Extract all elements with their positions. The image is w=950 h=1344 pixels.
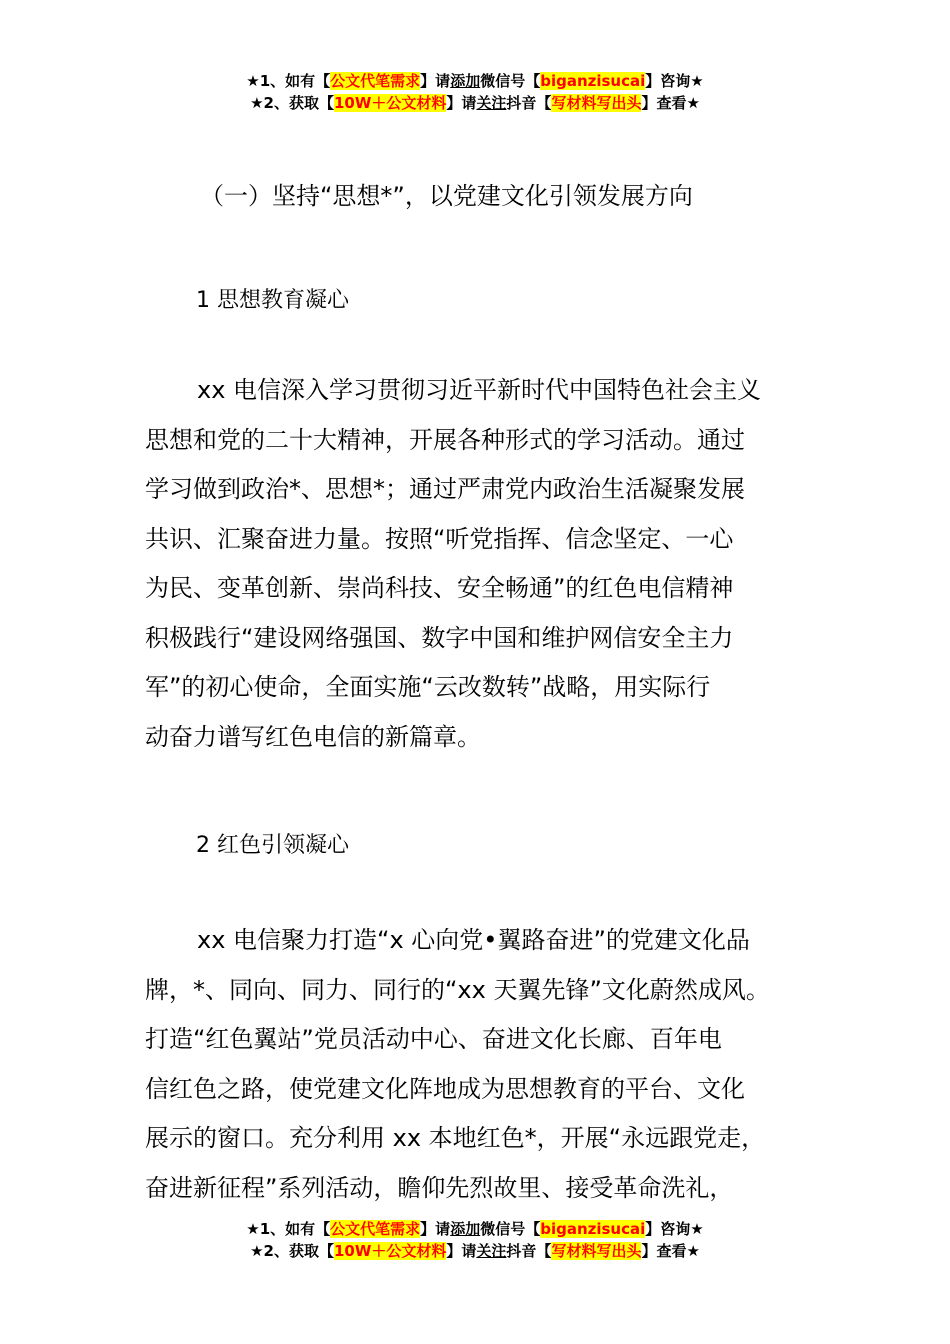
paragraph-line: 共识、汇聚奋进力量。按照“听党指挥、信念坚定、一心 [145, 524, 734, 553]
promo-text: 】咨询★ [645, 72, 704, 90]
promo-line-1 [0, 1218, 950, 1240]
paragraph-line: 积极践行“建设网络强国、数字中国和维护网信安全主力 [145, 623, 734, 652]
paragraph-line: 动奋力谱写红色电信的新篇章。 [145, 722, 481, 751]
promo-banner-bottom [0, 1218, 950, 1262]
promo-text: 】查看★ [641, 94, 700, 112]
promo-text: 】请 [420, 72, 451, 90]
promo-text: 】咨询★ [645, 1220, 704, 1238]
paragraph-line: 奋进新征程”系列活动，瞻仰先烈故里、接受革命洗礼， [145, 1173, 734, 1202]
promo-highlight: biganzisucai [540, 1220, 646, 1238]
paragraph-1 [145, 366, 815, 762]
promo-highlight: 公文代笔需求 [330, 72, 421, 90]
promo-underline: 添加 [450, 72, 481, 90]
promo-underline: 关注 [476, 94, 507, 112]
promo-text: 】请 [420, 1220, 451, 1238]
promo-text: 微信号【 [480, 1220, 541, 1238]
promo-text: 抖音【 [506, 1242, 552, 1260]
promo-highlight: 公文代笔需求 [330, 1220, 421, 1238]
paragraph-line: 信红色之路，使党建文化阵地成为思想教育的平台、文化 [145, 1074, 745, 1103]
promo-line-2 [0, 1240, 950, 1262]
promo-text: 】请 [446, 1242, 477, 1260]
promo-text: ★2、获取【 [250, 94, 334, 112]
paragraph-line: 学习做到政治*、思想*；通过严肃党内政治生活凝聚发展 [145, 475, 745, 503]
promo-text: ★2、获取【 [250, 1242, 334, 1260]
section-heading: （一）坚持“思想*”，以党建文化引领发展方向 [200, 182, 693, 210]
promo-text: 微信号【 [480, 72, 541, 90]
paragraph-line: xx 电信聚力打造“x 心向党•翼路奋进”的党建文化品 [197, 926, 750, 954]
paragraph-line: 打造“红色翼站”党员活动中心、奋进文化长廊、百年电 [145, 1025, 722, 1053]
promo-text: 】查看★ [641, 1242, 700, 1260]
paragraph-line: 思想和党的二十大精神，开展各种形式的学习活动。通过 [145, 425, 745, 454]
subsection-heading-2: 2 红色引领凝心 [196, 833, 349, 858]
promo-text: 抖音【 [506, 94, 552, 112]
promo-line-1 [0, 70, 950, 92]
paragraph-line: 展示的窗口。充分利用 xx 本地红色*，开展“永远跟党走， [145, 1124, 766, 1152]
promo-text: ★1、如有【 [246, 1220, 331, 1238]
promo-underline: 关注 [476, 1242, 507, 1260]
paragraph-line: 军”的初心使命，全面实施“云改数转”战略，用实际行 [145, 673, 711, 701]
subsection-heading-1: 1 思想教育凝心 [196, 288, 349, 313]
promo-highlight: 写材料写出头 [551, 1242, 642, 1260]
paragraph-line: 牌，*、同向、同力、同行的“xx 天翼先锋”文化蔚然成风。 [145, 975, 770, 1004]
promo-banner-top [0, 70, 950, 114]
promo-text: 】请 [446, 94, 477, 112]
paragraph-2 [145, 916, 815, 1213]
promo-highlight: 10W＋公文材料 [333, 1242, 447, 1260]
promo-underline: 添加 [450, 1220, 481, 1238]
promo-highlight: 写材料写出头 [551, 94, 642, 112]
promo-highlight: biganzisucai [540, 72, 646, 90]
paragraph-line: xx 电信深入学习贯彻习近平新时代中国特色社会主义 [197, 376, 762, 404]
promo-highlight: 10W＋公文材料 [333, 94, 447, 112]
promo-line-2 [0, 92, 950, 114]
paragraph-line: 为民、变革创新、崇尚科技、安全畅通”的红色电信精神 [145, 574, 734, 602]
promo-text: ★1、如有【 [246, 72, 331, 90]
